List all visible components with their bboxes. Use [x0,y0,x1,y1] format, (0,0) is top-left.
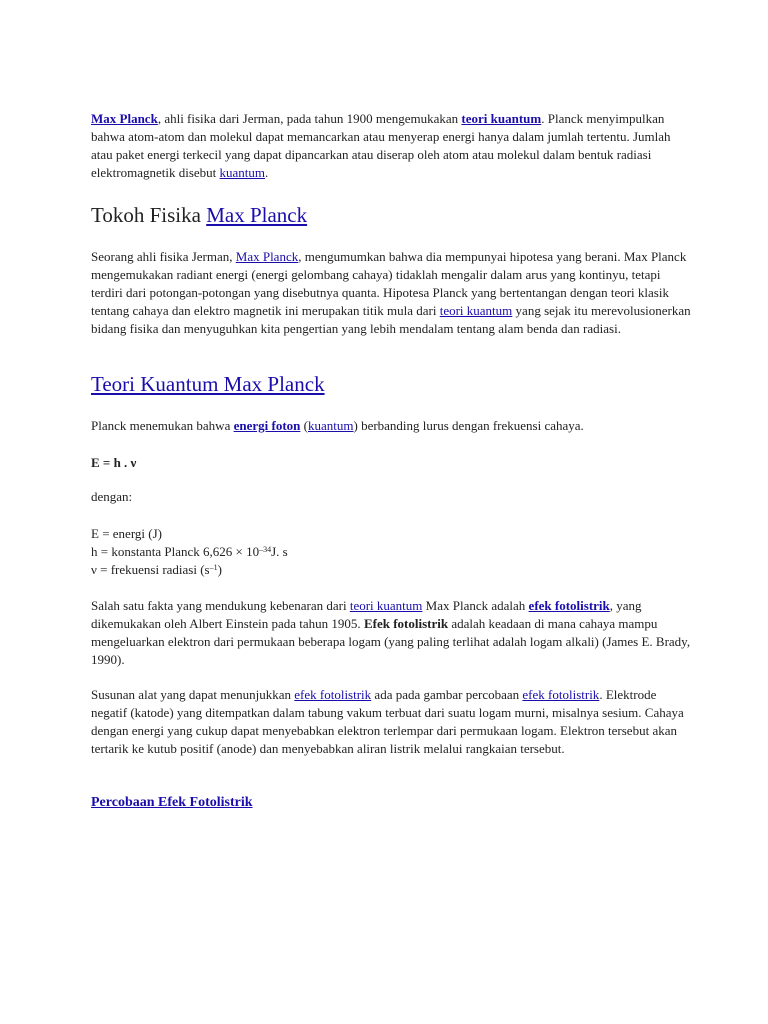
paragraph-text: . Planck menyimpulkan bahwa atom-atom dan molekul dapat memancarkan atau menyerap energi hanya dalam jumlah tertentu. Jumlah atau paket energi terkecil yang dapat dipancarkan atau diserap oleh atom atau molekul dalam bentuk radiasi elektromagnetik disebut [91,111,671,180]
paragraph-efek-fotolistrik [91,597,691,669]
definition-h [91,543,691,561]
paragraph-text: . Elektrode negatif (katode) yang ditempatkan dalam tabung vakum terbuat dari suatu logam murni, misalnya sesium. Cahaya dengan energi yang cukup dapat menyebabkan elektron terlempar dari permukaan logam. Elektron tersebut akan tertarik ke kutub positif (anode) dan menyebabkan aliran listrik melalui rangkaian tersebut. [91,687,684,756]
heading-teori-kuantum [91,371,691,397]
paragraph-intro [91,110,691,182]
paragraph-energi-foton [91,417,691,435]
paragraph-text: ) berbanding lurus dengan frekuensi cahaya. [353,418,584,433]
exponent: –1 [209,563,218,572]
paragraph-text: ada pada gambar percobaan [371,687,523,702]
link-kuantum-2[interactable]: kuantum [307,418,354,433]
definition-text: ν = frekuensi radiasi (s [91,562,210,577]
link-teori-kuantum-2[interactable]: teori kuantum [439,303,513,318]
link-kuantum[interactable]: kuantum [219,165,266,180]
heading-tokoh-fisika [91,202,691,228]
exponent: –34 [259,545,272,554]
heading-link-max-planck[interactable]: Max Planck [206,203,308,227]
link-efek-fotolistrik[interactable]: efek fotolistrik [528,598,610,613]
link-efek-fotolistrik-2[interactable]: efek fotolistrik [294,687,372,702]
definition-text: ) [217,562,222,577]
paragraph-text: Susunan alat yang dapat menunjukkan [91,687,295,702]
definition-text: h = konstanta Planck 6,626 × 10 [91,544,260,559]
paragraph-text: , ahli fisika dari Jerman, pada tahun 1900 mengemukakan [157,111,462,126]
heading-text: Tokoh Fisika [91,203,207,227]
link-teori-kuantum-3[interactable]: teori kuantum [349,598,423,613]
paragraph-text: Planck menemukan bahwa [91,418,234,433]
bold-term: Efek fotolistrik [363,616,449,631]
paragraph-text: Seorang ahli fisika Jerman, [91,249,236,264]
heading-percobaan [91,793,691,812]
paragraph-text: Max Planck adalah [422,598,529,613]
paragraph-text: Salah satu fakta yang mendukung kebenaran dari [91,598,350,613]
paragraph-text: yang sejak itu merevolusionerkan bidang fisika dan menyuguhkan kita pengertian yang lebih mendalam tentang alam benda dan radiasi. [91,303,691,336]
paragraph-text: adalah keadaan di mana cahaya mampu mengeluarkan elektron dari permukaan beberapa logam (yang paling terlihat adalah logam alkali) (James E. Brady, 1990). [91,616,691,667]
definition-text: J. s [271,544,288,559]
label-dengan: dengan: [91,489,133,504]
formula: E = h . ν [91,455,137,470]
link-energi-foton[interactable]: energi foton [233,418,301,433]
link-efek-fotolistrik-3[interactable]: efek fotolistrik [522,687,600,702]
definition-e: E = energi (J) [91,526,162,541]
heading-link-teori-kuantum[interactable]: Teori Kuantum Max Planck [91,372,325,396]
paragraph-text: , yang dikemukakan oleh Albert Einstein pada tahun 1905. [91,598,642,631]
definition-v [91,561,691,579]
link-percobaan-efek-fotolistrik[interactable]: Percobaan Efek Fotolistrik [91,795,253,810]
paragraph-hipotesa [91,248,691,338]
paragraph-susunan-alat [91,686,691,758]
paragraph-text: ( [300,418,308,433]
link-max-planck-2[interactable]: Max Planck [235,249,299,264]
paragraph-text: , mengumumkan bahwa dia mempunyai hipotesa yang berani. Max Planck mengemukakan radiant energi (energi gelombang cahaya) tidaklah mengalir dalam arus yang kontinyu, tetapi terdiri dari potongan-potongan yang disebutnya quanta. Hipotesa Planck yang bertentangan dengan teori klasik tentang cahaya dan elektro magnetik ini merupakan titik mula dari [91,249,687,318]
link-teori-kuantum[interactable]: teori kuantum [461,111,542,126]
paragraph-text: . [265,165,269,180]
link-max-planck[interactable]: Max Planck [91,111,158,126]
